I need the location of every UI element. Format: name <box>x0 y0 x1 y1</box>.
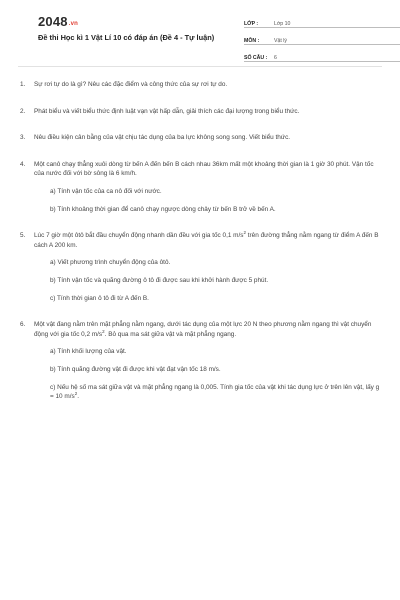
question-number: 1. <box>20 81 26 88</box>
meta-label: MÔN : <box>244 38 260 44</box>
sub-question: b) Tính vận tốc và quãng đường ô tô đi được sau khi khởi hành được 5 phút. <box>50 276 269 284</box>
site-logo[interactable] <box>38 14 78 29</box>
question-5 <box>20 231 380 303</box>
question-list <box>20 80 380 402</box>
sub-question: b) Tính khoảng thời gian để canô chạy ngược dòng chảy từ bến B trở về bến A. <box>50 205 276 213</box>
question-6 <box>20 320 380 402</box>
meta-row-subject <box>244 32 400 45</box>
question-number: 5. <box>20 232 26 240</box>
question-2 <box>20 107 380 117</box>
meta-value: 6 <box>274 55 277 61</box>
sub-question: c) Tính thời gian ô tô đi từ A đến B. <box>50 294 149 302</box>
question-number: 4. <box>20 160 26 168</box>
document-header <box>18 0 382 62</box>
question-number: 3. <box>20 134 26 142</box>
question-text: Một canô chạy thẳng xuôi dòng từ bến A đến bến B cách nhau 36km mất một khoảng thời gian là 1 giờ 30 phút. Vận tốc của nước đối với bờ sông là 6 km/h. <box>34 160 374 178</box>
question-text: Sự rơi tự do là gì? Nêu các đặc điểm và công thức của sự rơi tự do. <box>34 81 228 88</box>
meta-row-class <box>244 15 400 28</box>
meta-value: Vật lý <box>274 38 287 44</box>
sub-question: a) Tính khối lượng của vật. <box>50 348 127 356</box>
question-text: Phát biểu và viết biểu thức định luật vạn vật hấp dẫn, giải thích các đại lượng trong biểu thức. <box>34 107 300 115</box>
page-title: Đề thi Học kì 1 Vật Lí 10 có đáp án (Đề 4 - Tự luận) <box>38 33 215 42</box>
meta-row-count <box>244 49 400 62</box>
logo-ext: .vn <box>68 21 79 27</box>
question-3 <box>20 133 380 143</box>
sub-question: c) Nếu hệ số ma sát giữa vật và mặt phẳng ngang là 0,005. Tính gia tốc của vật khi tác dụng lực ở trên lên vật, lấy g = 10 $m/s^2$. <box>50 383 380 401</box>
sub-question: b) Tính quãng đường vật đi được khi vật đạt vận tốc 18 m/s. <box>50 365 221 373</box>
logo-main: 2048 <box>38 14 68 29</box>
meta-label: SỐ CÂU : <box>244 55 268 61</box>
question-4 <box>20 160 380 214</box>
question-text: Lúc 7 giờ một ôtô bắt đầu chuyển động nhanh dần đều với gia tốc 0,1 $m/s^2$ trên đường thẳng nằm ngang từ điểm A đến B cách A 200 km. <box>34 230 379 249</box>
question-1 <box>20 80 380 90</box>
meta-label: LỚP : <box>244 21 259 27</box>
meta-value: Lớp 10 <box>274 21 291 27</box>
question-text: Nêu điều kiện cân bằng của vật chịu tác dụng của ba lực không song song. Viết biểu thức. <box>34 134 291 142</box>
sub-question: a) Viết phương trình chuyển động của ôtô. <box>50 259 171 267</box>
question-text: Một vật đang nằm trên mặt phẳng nằm ngang, dưới tác dụng của một lực 20 N theo phương nằm ngang thì vật chuyển động với gia tốc 0,2 $m/s^2$. Bỏ qua ma sát giữa vật và mặt phẳng ngang. <box>34 321 372 338</box>
sub-question: a) Tính vận tốc của ca nô đối với nước. <box>50 187 162 195</box>
header-divider <box>18 66 382 67</box>
question-number: 2. <box>20 107 26 115</box>
question-number: 6. <box>20 321 26 329</box>
exam-meta <box>244 15 400 66</box>
